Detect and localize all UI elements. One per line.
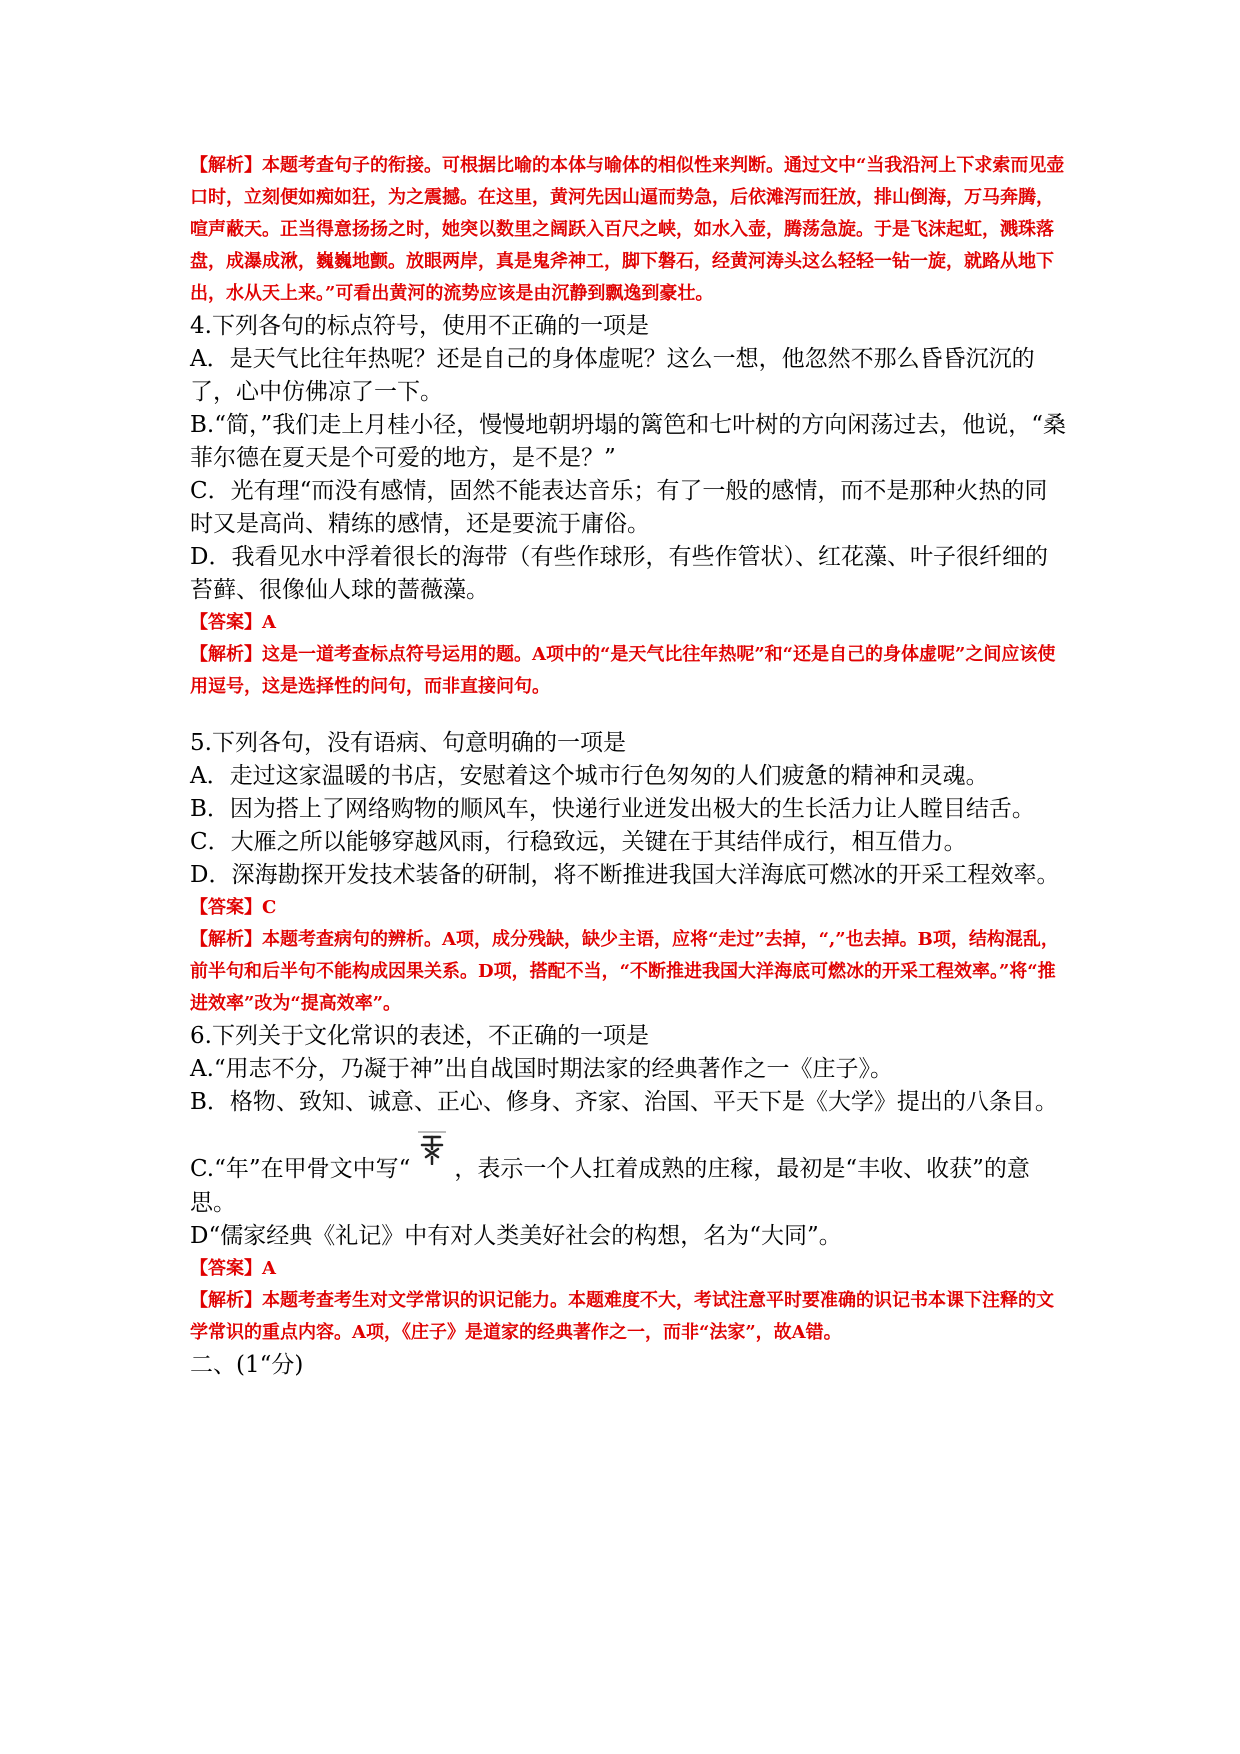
document-page (190, 150, 1070, 1382)
q5-option-a: A．走过这家温暖的书店，安慰着这个城市行色匆匆的人们疲惫的精神和灵魂。 (190, 763, 989, 789)
q5-option-b: B．因为搭上了网络购物的顺风车，快递行业迸发出极大的生长活力让人瞠目结舌。 (190, 796, 1035, 822)
q3-explanation: 【解析】本题考查句子的衔接。可根据比喻的本体与喻体的相似性来判断。通过文中“当我沿河上下求索而见壶口时，立刻便如痴如狂，为之震撼。在这里，黄河先因山逼而势急，后依滩泻而狂放，排山倒海，万马奔腾，喧声蔽天。正当得意扬扬之时，她突以数里之阔跃入百尺之峡，如水入壶，腾荡急旋。于是飞沫起虹，溅珠落盘，成瀑成湫，巍巍地颤。放眼两岸，真是鬼斧神工，脚下磐石，经黄河涛头这么轻轻一钻一旋，就路从地下出，水从天上来。”可看出黄河的流势应该是由沉静到飘逸到豪壮。 (190, 155, 1065, 304)
q5-stem: 5.下列各句，没有语病、句意明确的一项是 (190, 730, 626, 756)
q6-answer: 【答案】A (190, 1258, 276, 1279)
q5-answer: 【答案】C (190, 897, 277, 918)
q5-option-d: D．深海勘探开发技术装备的研制，将不断推进我国大洋海底可燃冰的开采工程效率。 (190, 862, 1060, 888)
q6-option-c (190, 1153, 1070, 1220)
q4-option-a: A．是天气比往年热呢？还是自己的身体虚呢？这么一想，他忽然不那么昏昏沉沉的了，心中仿佛凉了一下。 (190, 346, 1035, 405)
q6-option-c-text-post: ，表示一个人扛着成熟的庄稼，最初是“丰收、收获”的意思。 (190, 1156, 1030, 1216)
q6-option-c-text-pre: C.“年”在甲骨文中写“ (190, 1156, 411, 1182)
q4-explanation: 【解析】这是一道考查标点符号运用的题。A项中的“是天气比往年热呢”和“还是自己的身体虚呢”之间应该使用逗号，这是选择性的问句，而非直接问句。 (190, 644, 1056, 697)
q6-option-a: A.“用志不分，乃凝于神”出自战国时期法家的经典著作之一《庄子》。 (190, 1056, 893, 1082)
q5-option-c: C．大雁之所以能够穿越风雨，行稳致远，关键在于其结伴成行，相互借力。 (190, 829, 967, 855)
q6-explanation: 【解析】本题考查考生对文学常识的识记能力。本题难度不大，考试注意平时要准确的识记书本课下注释的文学常识的重点内容。A项，《庄子》是道家的经典著作之一，而非“法家”，故A错。 (190, 1290, 1054, 1343)
section-two-heading: 二、(1“分) (190, 1352, 304, 1378)
q4-option-c: C．光有理“而没有感情，固然不能表达音乐；有了一般的感情，而不是那种火热的同时又是高尚、精练的感情，还是要流于庸俗。 (190, 478, 1048, 537)
q4-option-d: D．我看见水中浮着很长的海带（有些作球形，有些作管状）、红花藻、叶子很纤细的苔藓、很像仙人球的蔷薇藻。 (190, 544, 1048, 603)
q6-stem: 6.下列关于文化常识的表述，不正确的一项是 (190, 1023, 649, 1049)
oracle-bone-glyph-icon (410, 1131, 454, 1165)
spacer (190, 703, 1070, 727)
q6-option-d: D“儒家经典《礼记》中有对人类美好社会的构想，名为“大同”。 (190, 1223, 842, 1249)
q4-option-b: B.“简，”我们走上月桂小径，慢慢地朝坍塌的篱笆和七叶树的方向闲荡过去，他说，“桑菲尔德在夏天是个可爱的地方，是不是？” (190, 412, 1066, 471)
q5-explanation: 【解析】本题考查病句的辨析。A项，成分残缺，缺少主语，应将“走过”去掉，“,”也去掉。B项，结构混乱，前半句和后半句不能构成因果关系。D项，搭配不当，“不断推进我国大洋海底可燃冰的开采工程效率。”将“推进效率”改为“提高效率”。 (190, 929, 1059, 1014)
q6-option-b: B．格物、致知、诚意、正心、修身、齐家、治国、平天下是《大学》提出的八条目。 (190, 1089, 1058, 1115)
q4-stem: 4.下列各句的标点符号，使用不正确的一项是 (190, 313, 649, 339)
q4-answer: 【答案】A (190, 612, 276, 633)
